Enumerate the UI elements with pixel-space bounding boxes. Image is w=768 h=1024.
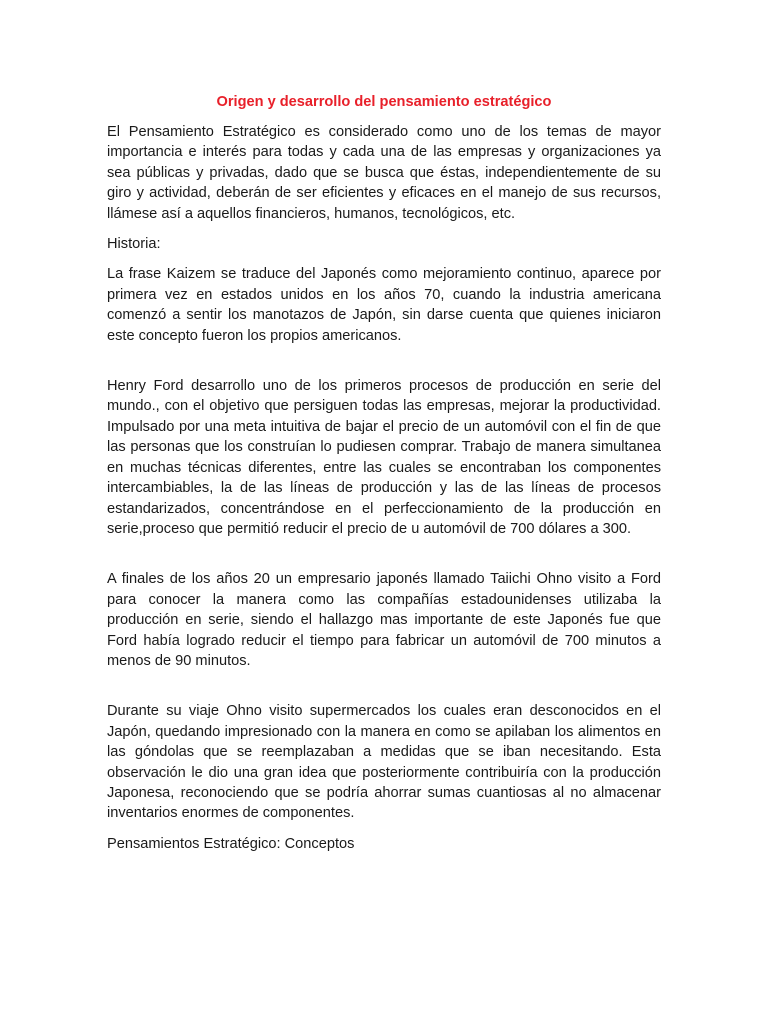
document-title: Origen y desarrollo del pensamiento estratégico (216, 94, 552, 110)
document-page (107, 92, 661, 854)
paragraph-kaizem: La frase Kaizem se traduce del Japonés como mejoramiento continuo, aparece por primera vez en estados unidos en los años 70, cuando la industria americana comenzó a sentir los manotazos de Japón, sin darse cuenta que quienes iniciaron este concepto fueron los propios americanos. (107, 266, 661, 344)
section-heading-conceptos: Pensamientos Estratégico: Conceptos (107, 835, 355, 852)
paragraph-intro: El Pensamiento Estratégico es considerado como uno de los temas de mayor importancia e interés para todas y cada una de las empresas y organizaciones ya sea públicas y privadas, dado que se busca que éstas, independientemente de su giro y actividad, deberán de ser eficientes y eficaces en el manejo de sus recursos, llámese así a aquellos financieros, humanos, tecnológicos, etc. (107, 124, 661, 222)
section-heading-historia: Historia: (107, 236, 161, 253)
paragraph-taiichi-ohno: A finales de los años 20 un empresario japonés llamado Taiichi Ohno visito a Ford para conocer la manera como las compañías estadounidenses utilizaba la producción en serie, siendo el hallazgo mas importante de este Japonés fue que Ford había logrado reducir el tiempo para fabricar un automóvil de 700 minutos a menos de 90 minutos. (107, 571, 661, 669)
paragraph-supermercados: Durante su viaje Ohno visito supermercados los cuales eran desconocidos en el Japón, quedando impresionado con la manera en como se apilaban los alimentos en las góndolas que se reemplazaban a medidas que se iban necesitando. Esta observación le dio una gran idea que posteriormente contribuiría con la producción Japonesa, reconociendo que se podría ahorrar sumas cuantiosas al no almacenar inventarios enormes de componentes. (107, 703, 661, 822)
paragraph-henry-ford: Henry Ford desarrollo uno de los primeros procesos de producción en serie del mundo., con el objetivo que persiguen todas las empresas, mejorar la productividad. Impulsado por una meta intuitiva de bajar el precio de un automóvil con el fin de que las personas que los construían lo pudiesen comprar. Trabajo de manera simultanea en muchas técnicas diferentes, entre las cuales se encontraban los componentes intercambiables, la de las líneas de producción y las de las líneas de procesos estandarizados, concentrándose en el perfeccionamiento de la producción en serie,proceso que permitió reducir el precio de u automóvil de 700 dólares a 300. (107, 378, 661, 537)
